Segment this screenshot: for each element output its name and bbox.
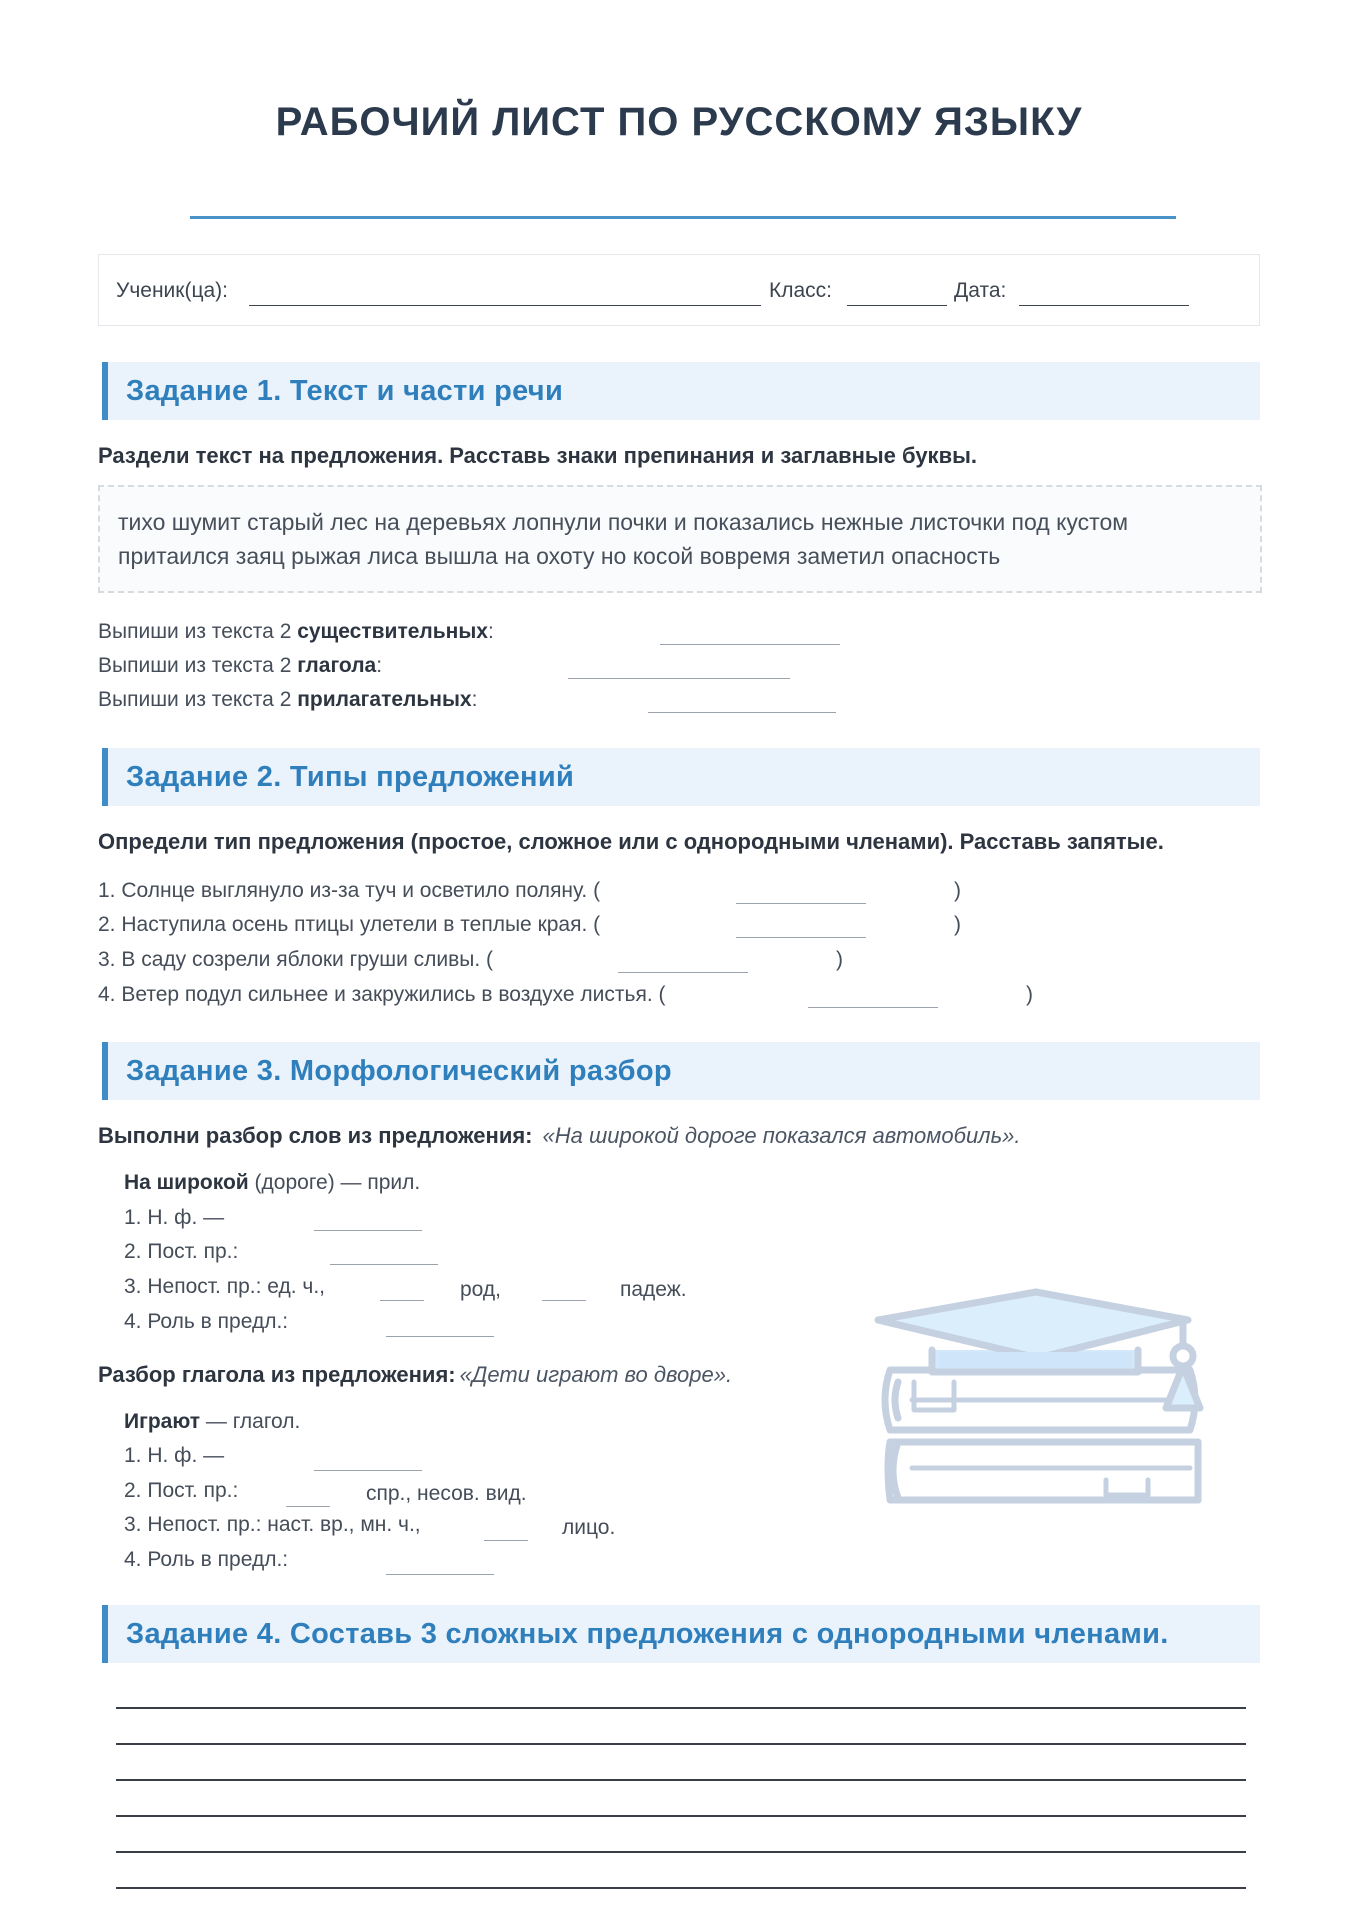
- verb-nf-blank[interactable]: [314, 1470, 422, 1471]
- student-name-field[interactable]: [249, 305, 761, 306]
- adj-role-blank[interactable]: [386, 1336, 494, 1337]
- sentence-4: 4. Ветер подул сильнее и закружились в воздухе листья. (: [98, 983, 666, 1006]
- adjectives-answer-blank[interactable]: [648, 712, 836, 713]
- date-field[interactable]: [1019, 305, 1189, 306]
- task4-header: [102, 1605, 1260, 1663]
- student-label: Ученик(ца):: [116, 279, 229, 302]
- verb-role-blank[interactable]: [386, 1574, 494, 1575]
- adj-rod-label: род,: [460, 1278, 501, 1301]
- sentence-3-answer-blank[interactable]: [618, 972, 748, 973]
- adj-line-2: 2. Пост. пр.:: [124, 1240, 239, 1263]
- sentence-3-close: ): [836, 948, 843, 971]
- sentence-3: 3. В саду созрели яблоки груши сливы. (: [98, 948, 494, 971]
- task1-text-box: [98, 485, 1262, 593]
- task2-header: [102, 748, 1260, 806]
- verb-heading: Играют — глагол.: [124, 1410, 301, 1433]
- nouns-answer-blank[interactable]: [660, 644, 840, 645]
- task1-text-line: тихо шумит старый лес на деревьях лопнули почки и показались нежные листочки под кустом: [118, 509, 1129, 535]
- task3-instruction-1: Выполни разбор слов из предложения: «На широкой дороге показался автомобиль».: [98, 1123, 1021, 1148]
- adj-padezh-label: падеж.: [620, 1278, 687, 1301]
- quote-2: «Дети играют во дворе».: [459, 1362, 733, 1387]
- student-info-box: [98, 254, 1260, 326]
- adj-heading: На широкой (дороге) — прил.: [124, 1171, 421, 1194]
- sentence-2-close: ): [954, 913, 961, 936]
- task2-title: Задание 2. Типы предложений: [126, 761, 575, 793]
- task4-title: Задание 4. Составь 3 сложных предложения с однородными членами.: [126, 1618, 1169, 1650]
- task1-title: Задание 1. Текст и части речи: [126, 375, 564, 407]
- task1-instruction: Раздели текст на предложения. Расставь знаки препинания и заглавные буквы.: [98, 443, 977, 468]
- answer-line[interactable]: [116, 1779, 1246, 1781]
- task1-item-adjectives: Выпиши из текста 2 прилагательных:: [98, 688, 478, 711]
- answer-line[interactable]: [116, 1743, 1246, 1745]
- class-field[interactable]: [847, 305, 947, 306]
- answer-line[interactable]: [116, 1887, 1246, 1889]
- graduation-cap-on-books-icon: [868, 1210, 1228, 1520]
- sentence-4-close: ): [1026, 983, 1033, 1006]
- sentence-1-answer-blank[interactable]: [736, 903, 866, 904]
- adj-line-1: 1. Н. ф. —: [124, 1206, 225, 1229]
- adj-case-blank[interactable]: [542, 1300, 586, 1301]
- sentence-1-close: ): [954, 879, 961, 902]
- sentence-4-answer-blank[interactable]: [808, 1007, 938, 1008]
- verb-line-4: 4. Роль в предл.:: [124, 1548, 289, 1571]
- page-title: РАБОЧИЙ ЛИСТ ПО РУССКОМУ ЯЗЫКУ: [275, 100, 1083, 144]
- task1-header: [102, 362, 1260, 420]
- task3-title: Задание 3. Морфологический разбор: [126, 1055, 672, 1087]
- sentence-2-answer-blank[interactable]: [736, 937, 866, 938]
- task1-item-verbs: Выпиши из текста 2 глагола:: [98, 654, 383, 677]
- task1-text-line: притаился заяц рыжая лиса вышла на охоту но косой вовремя заметил опасность: [118, 543, 1001, 569]
- verb-litso-label: лицо.: [562, 1516, 616, 1539]
- task3-instruction-2: Разбор глагола из предложения: «Дети играют во дворе».: [98, 1362, 733, 1387]
- verb-line-3: 3. Непост. пр.: наст. вр., мн. ч.,: [124, 1513, 421, 1536]
- verb-line-1: 1. Н. ф. —: [124, 1444, 225, 1467]
- quote-1: «На широкой дороге показался автомобиль».: [542, 1123, 1021, 1148]
- date-label: Дата:: [954, 279, 1007, 302]
- adj-line-3: 3. Непост. пр.: ед. ч.,: [124, 1275, 326, 1298]
- verbs-answer-blank[interactable]: [568, 678, 790, 679]
- task3-header: [102, 1042, 1260, 1100]
- answer-line[interactable]: [116, 1815, 1246, 1817]
- adj-line-4: 4. Роль в предл.:: [124, 1310, 289, 1333]
- verb-spr-label: спр., несов. вид.: [366, 1482, 527, 1505]
- adj-nf-blank[interactable]: [314, 1230, 422, 1231]
- task2-instruction: Определи тип предложения (простое, сложное или с однородными членами). Расставь запятые.: [98, 829, 1164, 854]
- verb-conj-blank[interactable]: [286, 1506, 330, 1507]
- verb-line-2: 2. Пост. пр.:: [124, 1479, 239, 1502]
- sentence-2: 2. Наступила осень птицы улетели в теплые края. (: [98, 913, 601, 936]
- answer-line[interactable]: [116, 1851, 1246, 1853]
- task1-item-nouns: Выпиши из текста 2 существительных:: [98, 620, 494, 643]
- verb-person-blank[interactable]: [484, 1540, 528, 1541]
- adj-gender-blank[interactable]: [380, 1300, 424, 1301]
- adj-post-blank[interactable]: [330, 1264, 438, 1265]
- answer-line[interactable]: [116, 1707, 1246, 1709]
- sentence-1: 1. Солнце выглянуло из-за туч и осветило поляну. (: [98, 879, 601, 902]
- title-divider: [190, 216, 1176, 219]
- class-label: Класс:: [769, 279, 832, 302]
